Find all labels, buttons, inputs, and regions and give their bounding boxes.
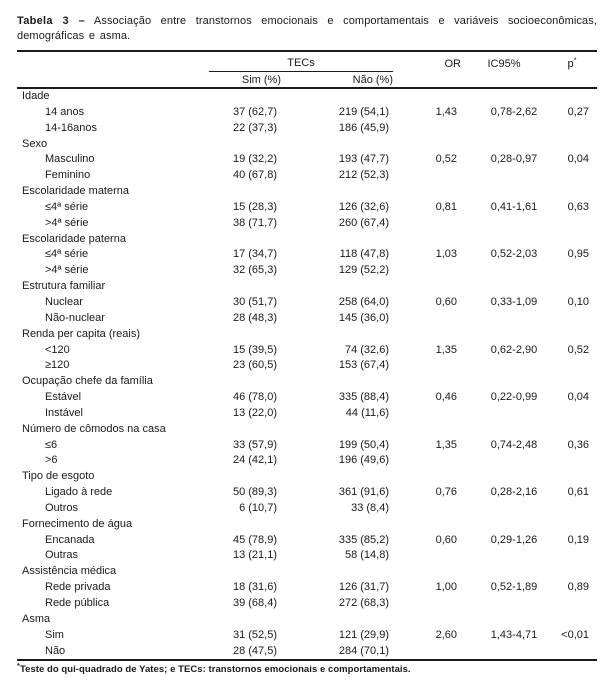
cell-or (393, 137, 461, 153)
cell-label: Assistência médica (22, 565, 117, 578)
column-header-p-marker: * (573, 54, 577, 64)
cell-ic (461, 501, 547, 517)
cell-ic: 0,33-1,09 (490, 295, 538, 308)
cell-ic (461, 311, 547, 327)
table-row-group (17, 184, 597, 200)
cell-p (547, 406, 597, 422)
cell-nao (281, 279, 393, 295)
cell-label: Estável (45, 391, 82, 404)
cell-p: 0,27 (567, 105, 589, 118)
cell-or: 0,76 (435, 486, 457, 499)
cell-p: 0,04 (567, 153, 589, 166)
cell-label: ≥120 (45, 359, 70, 372)
cell-sim (209, 374, 281, 390)
cell-nao: 272 (68,3) (338, 597, 389, 609)
cell-nao: 284 (70,1) (338, 644, 389, 657)
cell-or (393, 232, 461, 248)
cell-ic: 0,62-2,90 (490, 343, 538, 356)
cell-label: Idade (22, 90, 50, 102)
cell-p (547, 216, 597, 232)
cell-p (547, 311, 597, 327)
cell-or (393, 358, 461, 374)
cell-nao (281, 232, 393, 248)
cell-ic: 0,52-1,89 (490, 581, 538, 594)
cell-sim: 38 (71,7) (232, 216, 277, 229)
cell-label: 14 anos (45, 105, 85, 118)
cell-label: Escolaridade paterna (22, 232, 126, 245)
cell-label: Sim (45, 628, 64, 641)
cell-sim: 37 (62,7) (232, 105, 277, 118)
cell-or: 1,35 (435, 343, 457, 356)
cell-p (547, 548, 597, 564)
cell-p (547, 422, 597, 438)
cell-sim (209, 564, 281, 580)
cell-label: >4ª série (45, 264, 89, 277)
cell-label: Nuclear (45, 295, 83, 308)
table-row-group (17, 232, 597, 248)
association-table (17, 50, 597, 661)
cell-p (547, 564, 597, 580)
cell-label: Ligado à rede (45, 486, 113, 499)
cell-ic: 0,52-2,03 (490, 248, 538, 261)
table-row (17, 628, 597, 644)
cell-nao (281, 137, 393, 153)
cell-nao: 153 (67,4) (338, 359, 389, 372)
cell-or (393, 121, 461, 137)
cell-ic: 1,43-4,71 (490, 628, 538, 641)
cell-p (547, 88, 597, 105)
cell-label: Encanada (45, 533, 95, 546)
cell-sim: 33 (57,9) (232, 438, 277, 451)
table-row (17, 200, 597, 216)
cell-ic: 0,22-0,99 (490, 391, 538, 404)
cell-sim (209, 517, 281, 533)
cell-nao: 260 (67,4) (338, 216, 389, 229)
cell-p: 0,36 (567, 438, 589, 451)
table-row-group (17, 327, 597, 343)
cell-label: Não (45, 644, 66, 657)
cell-label: Rede pública (45, 597, 110, 609)
cell-nao: 74 (32,6) (344, 343, 389, 356)
cell-label: Renda per capita (reais) (22, 327, 141, 340)
cell-label: Não-nuclear (45, 311, 105, 324)
table-row (17, 105, 597, 121)
header-empty-cell (547, 72, 597, 89)
header-spanner-row (17, 51, 597, 72)
cell-sim (209, 232, 281, 248)
cell-or (393, 548, 461, 564)
cell-p: 0,10 (567, 295, 589, 308)
table-row-group (17, 517, 597, 533)
cell-ic: 0,28-2,16 (490, 486, 538, 499)
table-row-group (17, 279, 597, 295)
table-body (17, 88, 597, 660)
cell-or (393, 311, 461, 327)
cell-or (393, 564, 461, 580)
cell-p (547, 232, 597, 248)
cell-nao (281, 184, 393, 200)
table-row-group (17, 469, 597, 485)
header-empty-cell (17, 51, 209, 72)
cell-label: >4ª série (45, 216, 89, 229)
cell-or: 0,60 (435, 533, 457, 546)
cell-or: 1,00 (435, 581, 457, 594)
cell-p (547, 184, 597, 200)
cell-or (393, 279, 461, 295)
cell-or (393, 612, 461, 628)
cell-or (393, 184, 461, 200)
cell-or (393, 596, 461, 612)
cell-or: 0,52 (435, 153, 457, 166)
cell-sim: 40 (67,8) (232, 169, 277, 182)
cell-nao: 145 (36,0) (338, 311, 389, 324)
cell-label: Outras (45, 549, 79, 562)
cell-p: <0,01 (561, 628, 589, 641)
cell-p (547, 327, 597, 343)
table-row (17, 438, 597, 454)
cell-sim (209, 184, 281, 200)
cell-p (547, 469, 597, 485)
footnote-marker: * (17, 661, 20, 671)
cell-p (547, 168, 597, 184)
cell-or (393, 469, 461, 485)
table-row (17, 406, 597, 422)
cell-nao (281, 517, 393, 533)
cell-label: Tipo de esgoto (22, 470, 95, 483)
cell-p: 0,04 (567, 391, 589, 404)
cell-ic (461, 644, 547, 661)
cell-ic (461, 596, 547, 612)
cell-ic: 0,29-1,26 (490, 533, 538, 546)
cell-nao (281, 374, 393, 390)
table-footnote (17, 661, 597, 676)
cell-nao: 44 (11,6) (345, 406, 389, 419)
cell-nao: 193 (47,7) (338, 153, 389, 166)
table-row (17, 152, 597, 168)
table-row-group (17, 422, 597, 438)
table-row (17, 580, 597, 596)
cell-p (547, 453, 597, 469)
cell-p (547, 517, 597, 533)
cell-ic (461, 137, 547, 153)
cell-label: Feminino (45, 169, 91, 182)
cell-label: Sexo (22, 137, 48, 150)
cell-p: 0,61 (567, 486, 589, 499)
table-row (17, 533, 597, 549)
cell-sim: 13 (22,0) (232, 406, 277, 419)
table-row (17, 263, 597, 279)
cell-label: Masculino (45, 153, 95, 166)
cell-sim: 23 (60,5) (232, 359, 277, 372)
cell-p (547, 279, 597, 295)
cell-or (393, 501, 461, 517)
cell-sim: 39 (68,4) (232, 597, 277, 609)
cell-nao (281, 422, 393, 438)
table-caption-number: Tabela 3 – (17, 15, 86, 27)
cell-sim: 28 (47,5) (232, 644, 277, 657)
cell-p (547, 263, 597, 279)
cell-label: Asma (22, 612, 51, 625)
cell-ic (461, 88, 547, 105)
cell-sim: 6 (10,7) (239, 501, 277, 514)
table-row (17, 121, 597, 137)
cell-nao (281, 612, 393, 628)
cell-label: ≤6 (45, 438, 58, 451)
cell-nao: 33 (8,4) (351, 501, 389, 514)
cell-ic (461, 263, 547, 279)
cell-sim: 45 (78,9) (232, 533, 277, 546)
table-row (17, 216, 597, 232)
cell-ic (461, 612, 547, 628)
cell-nao (281, 88, 393, 105)
cell-ic (461, 422, 547, 438)
cell-ic (461, 279, 547, 295)
cell-ic (461, 216, 547, 232)
table-row-group (17, 612, 597, 628)
cell-sim: 28 (48,3) (232, 311, 277, 324)
cell-ic: 0,41-1,61 (490, 200, 538, 213)
cell-nao (281, 564, 393, 580)
cell-sim (209, 327, 281, 343)
cell-ic (461, 232, 547, 248)
cell-p: 0,63 (567, 200, 589, 213)
table-row (17, 168, 597, 184)
cell-or (393, 88, 461, 105)
cell-p (547, 501, 597, 517)
cell-p (547, 358, 597, 374)
column-header-p-label: p (567, 57, 574, 70)
cell-p: 0,89 (567, 581, 589, 594)
cell-ic (461, 564, 547, 580)
cell-sim: 31 (52,5) (232, 628, 277, 641)
cell-or: 1,03 (435, 248, 457, 261)
table-caption (17, 14, 597, 43)
cell-sim: 50 (89,3) (232, 486, 277, 499)
cell-ic (461, 358, 547, 374)
cell-sim: 18 (31,6) (232, 581, 277, 594)
table-row-group (17, 137, 597, 153)
column-header-nao: Não (%) (352, 73, 393, 86)
cell-p (547, 137, 597, 153)
cell-ic: 0,74-2,48 (490, 438, 538, 451)
cell-or: 0,81 (435, 200, 457, 213)
table-caption-text: Associação entre transtornos emocionais e comportamentais e variáveis socioeconômicas, demográficas e asma. (17, 15, 597, 42)
cell-label: ≤4ª série (45, 248, 89, 261)
cell-ic (461, 548, 547, 564)
cell-nao: 335 (88,4) (338, 391, 389, 404)
header-empty-cell (393, 72, 461, 89)
table-row (17, 596, 597, 612)
cell-nao: 335 (85,2) (338, 533, 389, 546)
cell-sim (209, 137, 281, 153)
cell-or (393, 374, 461, 390)
cell-label: Ocupação chefe da família (22, 375, 153, 388)
cell-ic (461, 121, 547, 137)
cell-label: <120 (45, 343, 70, 356)
cell-label: Escolaridade materna (22, 185, 130, 198)
cell-sim: 46 (78,0) (232, 391, 277, 404)
table-row-group (17, 564, 597, 580)
cell-p: 0,95 (567, 248, 589, 261)
cell-nao: 118 (47,8) (339, 248, 389, 261)
table-row (17, 501, 597, 517)
cell-ic (461, 517, 547, 533)
cell-sim (209, 88, 281, 105)
cell-nao: 129 (52,2) (338, 264, 389, 277)
cell-or (393, 453, 461, 469)
table-row-group (17, 88, 597, 105)
cell-ic (461, 406, 547, 422)
cell-label: Instável (45, 406, 83, 419)
cell-nao: 199 (50,4) (338, 438, 389, 451)
cell-nao: 219 (54,1) (338, 105, 389, 118)
cell-or (393, 644, 461, 661)
cell-nao: 121 (29,9) (338, 628, 389, 641)
cell-or: 0,60 (435, 295, 457, 308)
cell-nao: 258 (64,0) (338, 295, 389, 308)
cell-sim: 24 (42,1) (232, 454, 277, 467)
cell-ic: 0,28-0,97 (490, 153, 538, 166)
cell-ic: 0,78-2,62 (490, 105, 538, 118)
cell-or (393, 422, 461, 438)
column-header-or: OR (444, 57, 461, 70)
table-row (17, 311, 597, 327)
cell-p (547, 121, 597, 137)
table-row (17, 644, 597, 661)
cell-sim: 15 (28,3) (232, 200, 277, 213)
cell-sim: 17 (34,7) (232, 248, 277, 261)
cell-p (547, 596, 597, 612)
cell-or (393, 327, 461, 343)
cell-p (547, 612, 597, 628)
cell-ic (461, 327, 547, 343)
column-header-ic95: IC95% (487, 57, 521, 70)
cell-or: 2,60 (435, 628, 457, 641)
cell-label: ≤4ª série (45, 200, 89, 213)
cell-sim (209, 279, 281, 295)
cell-or (393, 168, 461, 184)
cell-p: 0,52 (567, 343, 589, 356)
cell-or (393, 517, 461, 533)
cell-or (393, 406, 461, 422)
cell-sim: 15 (39,5) (232, 343, 277, 356)
table-row (17, 247, 597, 263)
cell-ic (461, 168, 547, 184)
cell-nao: 126 (31,7) (338, 581, 389, 594)
table-row (17, 390, 597, 406)
cell-sim: 32 (65,3) (232, 264, 277, 277)
cell-sim: 13 (21,1) (232, 549, 277, 562)
cell-or (393, 263, 461, 279)
cell-label: Estrutura familiar (22, 280, 106, 293)
cell-label: Fornecimento de água (22, 517, 133, 530)
cell-ic (461, 469, 547, 485)
table-row (17, 358, 597, 374)
footnote-text: Teste do qui-quadrado de Yates; e TECs: transtornos emocionais e comportamentais. (19, 664, 411, 676)
cell-sim (209, 612, 281, 628)
cell-nao: 212 (52,3) (338, 169, 389, 182)
cell-ic (461, 374, 547, 390)
cell-sim: 22 (37,3) (232, 121, 277, 134)
header-subhead-row (17, 72, 597, 89)
cell-or (393, 216, 461, 232)
cell-label: 14-16anos (45, 121, 97, 134)
table-row (17, 453, 597, 469)
cell-label: >6 (45, 454, 58, 467)
cell-or: 1,35 (435, 438, 457, 451)
cell-nao: 196 (49,6) (338, 454, 389, 467)
cell-nao: 126 (32,6) (338, 200, 389, 213)
cell-ic (461, 184, 547, 200)
cell-sim (209, 422, 281, 438)
column-header-sim: Sim (%) (241, 73, 281, 86)
header-empty-cell (17, 72, 209, 89)
cell-nao: 361 (91,6) (338, 486, 389, 499)
column-header-p (547, 51, 597, 72)
header-empty-cell (461, 72, 547, 89)
cell-p (547, 374, 597, 390)
column-header-tecs: TECs (209, 51, 393, 72)
cell-sim: 19 (32,2) (232, 153, 277, 166)
cell-nao (281, 327, 393, 343)
cell-or: 0,46 (435, 391, 457, 404)
table-header (17, 51, 597, 88)
cell-nao (281, 469, 393, 485)
cell-p: 0,19 (567, 533, 589, 546)
cell-or: 1,43 (435, 105, 457, 118)
cell-nao: 58 (14,8) (344, 549, 389, 562)
table-row-group (17, 374, 597, 390)
cell-sim (209, 469, 281, 485)
cell-p (547, 644, 597, 661)
cell-ic (461, 453, 547, 469)
cell-sim: 30 (51,7) (232, 295, 277, 308)
table-row (17, 295, 597, 311)
cell-nao: 186 (45,9) (338, 121, 389, 134)
cell-label: Rede privada (45, 581, 111, 594)
cell-label: Número de cômodos na casa (22, 422, 166, 435)
table-row (17, 485, 597, 501)
table-row (17, 548, 597, 564)
table-row (17, 343, 597, 359)
cell-label: Outros (45, 501, 79, 514)
